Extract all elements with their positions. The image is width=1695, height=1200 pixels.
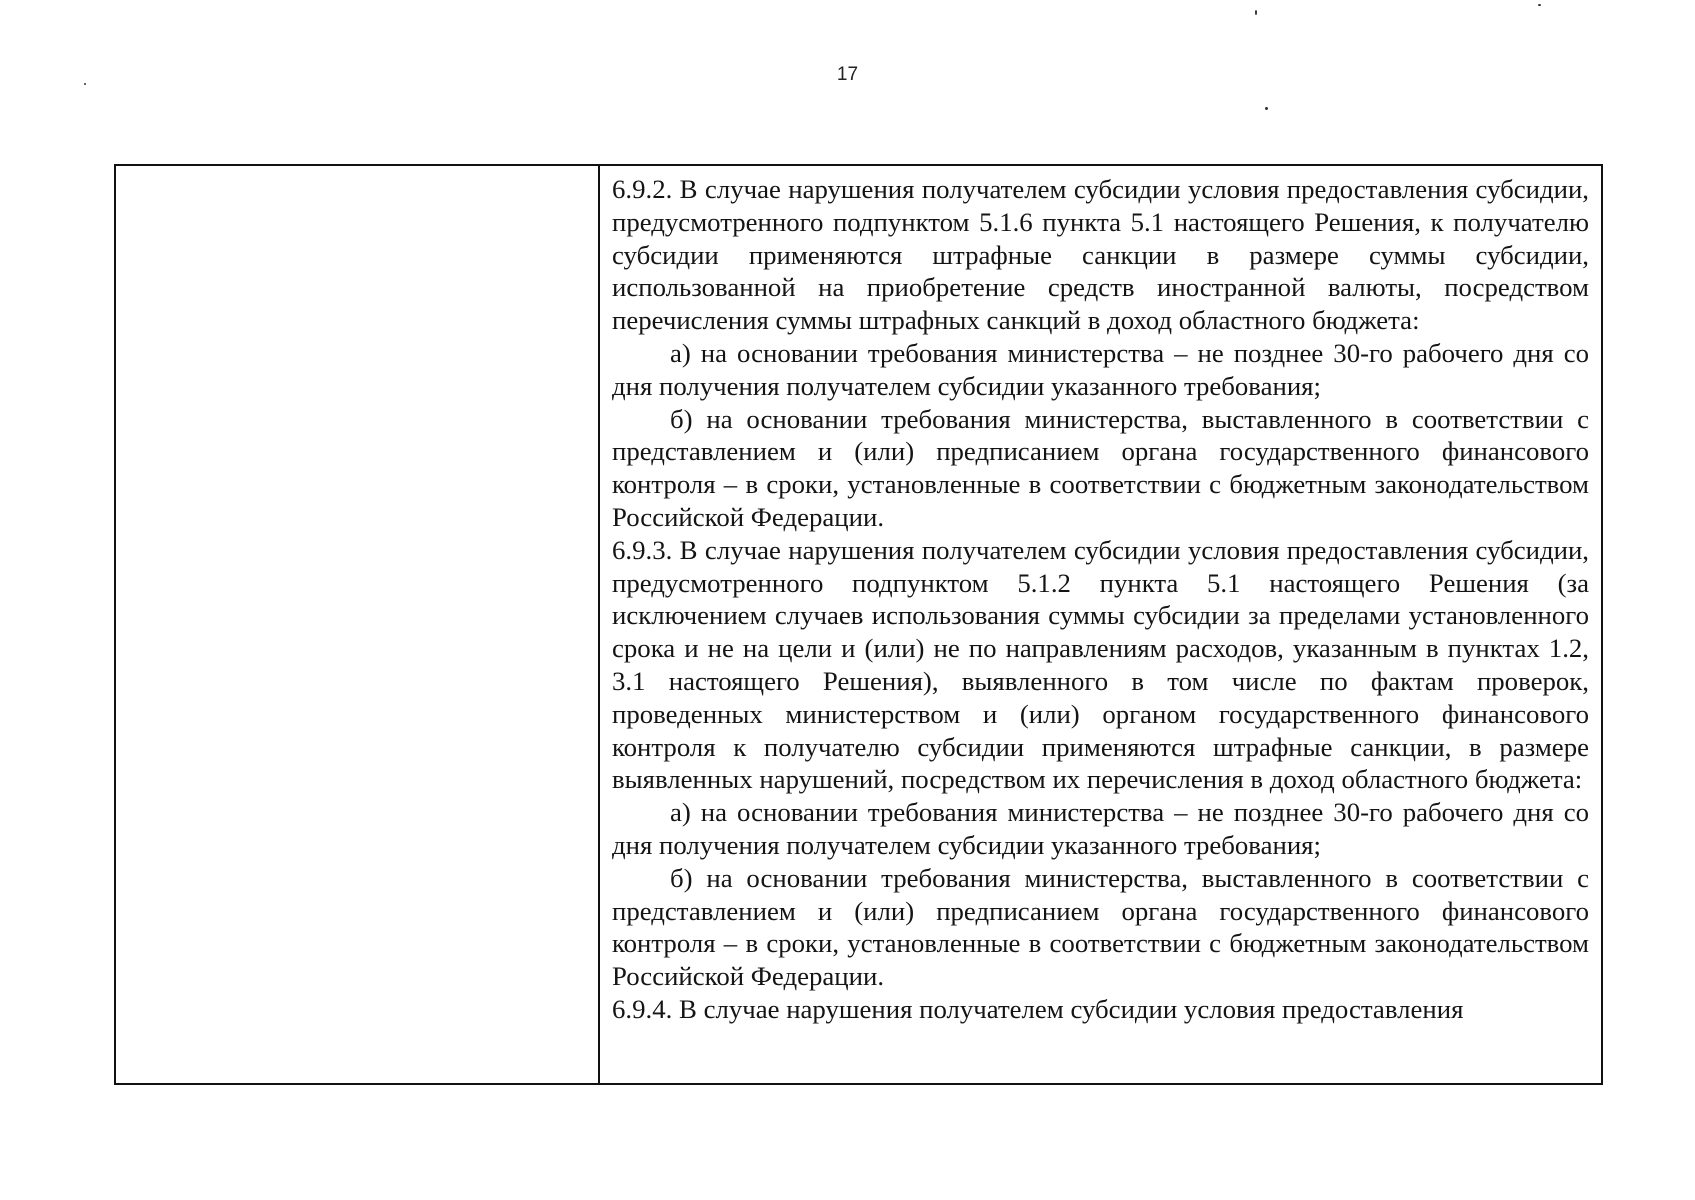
scan-speck bbox=[1265, 107, 1268, 110]
paragraph-6-9-3-a: а) на основании требования министерства – не позднее 30-го рабочего дня со дня получения получателем субсидии указанного требования; bbox=[612, 797, 1589, 860]
page-number: 17 bbox=[836, 64, 859, 85]
paragraph-6-9-2-b: б) на основании требования министерства, выставленного в соответствии с представлением и (или) предписанием органа государственного финансового контроля – в сроки, установленные в соответствии с бюджетным законодательством Российской Федерации. bbox=[612, 403, 1589, 532]
left-cell bbox=[116, 166, 600, 1083]
document-table bbox=[114, 164, 1603, 1085]
paragraph-6-9-2-a: а) на основании требования министерства – не позднее 30-го рабочего дня со дня получения получателем субсидии указанного требования; bbox=[612, 337, 1589, 401]
right-cell bbox=[600, 166, 1601, 1083]
paragraph-6-9-2: 6.9.2. В случае нарушения получателем субсидии условия предоставления субсидии, предусмотренного подпунктом 5.1.6 пункта 5.1 настоящего Решения, к получателю субсидии применяются штрафные санкции в размере суммы субсидии, использованной на приобретение средств иностранной валюты, посредством перечисления суммы штрафных санкций в доход областного бюджета: bbox=[612, 174, 1589, 336]
scan-speck bbox=[1538, 4, 1541, 6]
paragraph-6-9-3: 6.9.3. В случае нарушения получателем субсидии условия предоставления субсидии, предусмотренного подпунктом 5.1.2 пункта 5.1 настоящего Решения (за исключением случаев использования суммы субсидии за пределами установленного срока и не на цели и (или) не по направлениям расходов, указанным в пунктах 1.2, 3.1 настоящего Решения), выявленного в том числе по фактам проверок, проведенных министерством и (или) органом государственного финансового контроля к получателю субсидии применяются штрафные санкции, в размере выявленных нарушений, посредством их перечисления в доход областного бюджета: bbox=[612, 534, 1589, 795]
scan-speck bbox=[84, 83, 86, 85]
paragraph-6-9-3-b: б) на основании требования министерства, выставленного в соответствии с представлением и (или) предписанием органа государственного финансового контроля – в сроки, установленные в соответствии с бюджетным законодательством Российской Федерации. bbox=[612, 862, 1589, 992]
paragraph-6-9-4: 6.9.4. В случае нарушения получателем субсидии условия предоставления bbox=[612, 993, 1464, 1024]
scan-speck bbox=[1255, 10, 1257, 15]
